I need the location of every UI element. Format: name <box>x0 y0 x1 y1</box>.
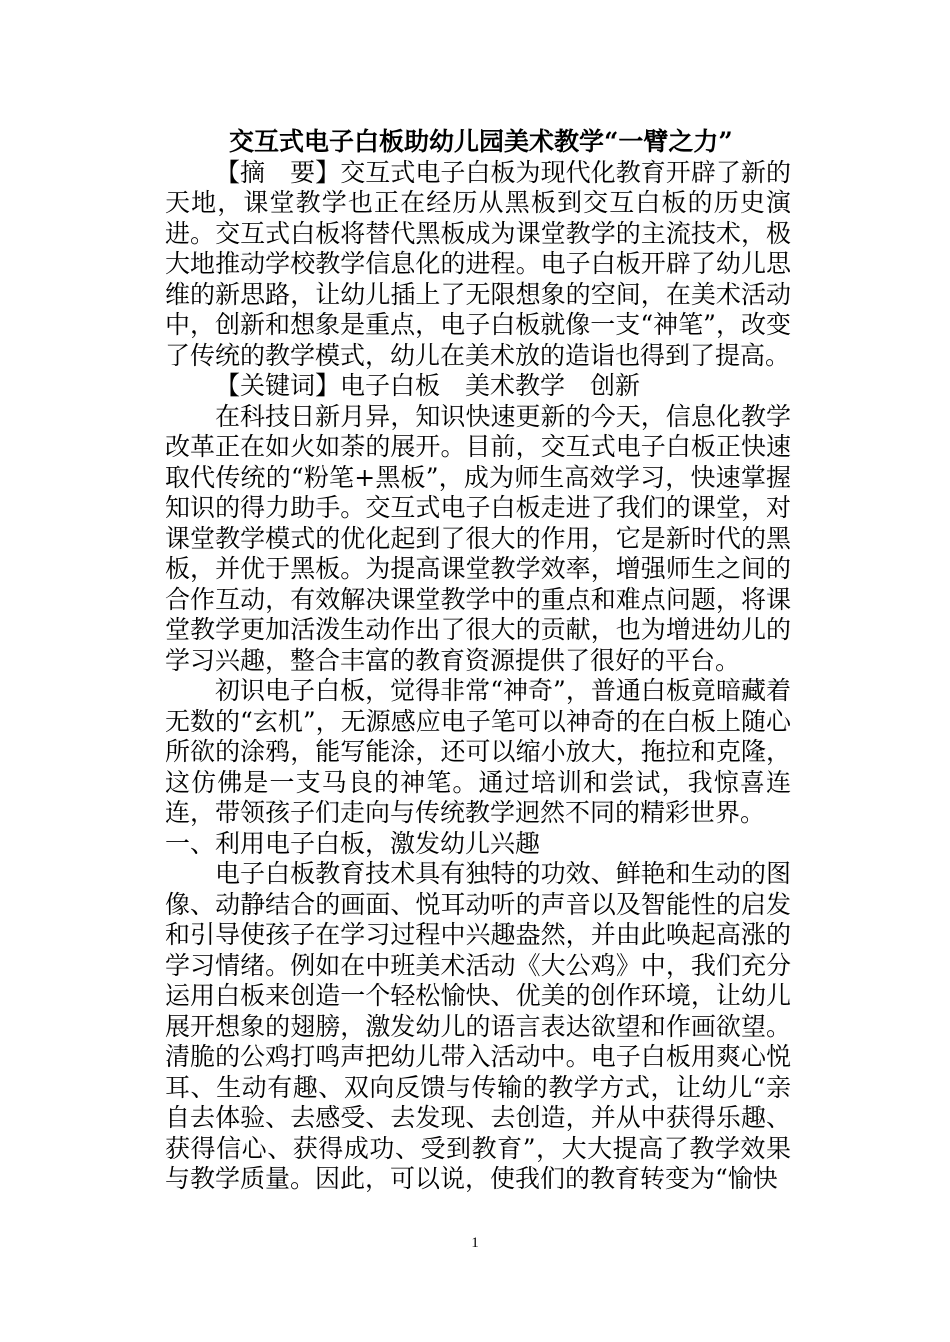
abstract-paragraph: 【摘 要】交互式电子白板为现代化教育开辟了新的天地，课堂教学也正在经历从黑板到交互白板的历史演进。交互式白板将替代黑板成为课堂教学的主流技术，极大地推动学校教学信息化的进程。电子白板开辟了幼儿思维的新思路，让幼儿插上了无限想象的空间，在美术活动中，创新和想象是重点，电子白板就像一支“神笔”，改变了传统的教学模式，幼儿在美术放的造诣也得到了提高。 <box>165 157 791 370</box>
section-heading-1: 一、利用电子白板，激发幼儿兴趣 <box>165 828 541 858</box>
page-number: 1 <box>471 1235 479 1251</box>
body-paragraph-2: 初识电子白板，觉得非常“神奇”，普通白板竟暗藏着无数的“玄机”，无源感应电子笔可以神奇的在白板上随心所欲的涂鸦，能写能涂，还可以缩小放大，拖拉和克隆，这仿佛是一支马良的神笔。通过培训和尝试，我惊喜连连，带领孩子们走向与传统教学迥然不同的精彩世界。 <box>165 676 791 827</box>
body-paragraph-1: 在科技日新月异，知识快速更新的今天，信息化教学改革正在如火如荼的展开。目前，交互式电子白板正快速取代传统的“粉笔+黑板”，成为师生高效学习，快速掌握知识的得力助手。交互式电子白板走进了我们的课堂，对课堂教学模式的优化起到了很大的作用，它是新时代的黑板，并优于黑板。为提高课堂教学效率，增强师生之间的合作互动，有效解决课堂教学中的重点和难点问题，将课堂教学更加活泼生动作出了很大的贡献，也为增进幼儿的学习兴趣，整合丰富的教育资源提供了很好的平台。 <box>165 401 791 675</box>
keywords-line: 【关键词】电子白板 美术教学 创新 <box>215 371 641 400</box>
body-paragraph-3: 电子白板教育技术具有独特的功效、鲜艳和生动的图像、动静结合的画面、悦耳动听的声音以及智能性的启发和引导使孩子在学习过程中兴趣盎然，并由此唤起高涨的学习情绪。例如在中班美术活动《大公鸡》中，我们充分运用白板来创造一个轻松愉快、优美的创作环境，让幼儿展开想象的翅膀，激发幼儿的语言表达欲望和作画欲望。清脆的公鸡打鸣声把幼儿带入活动中。电子白板用爽心悦耳、生动有趣、双向反馈与传输的教学方式，让幼儿“亲自去体验、去感受、去发现、去创造，并从中获得乐趣、获得信心、获得成功、受到教育”，大大提高了教学效果与教学质量。因此，可以说，使我们的教育转变为“愉快 <box>165 859 791 1193</box>
document-body <box>165 127 791 1195</box>
document-title: 交互式电子白板助幼儿园美术教学“一臂之力” <box>229 127 733 156</box>
